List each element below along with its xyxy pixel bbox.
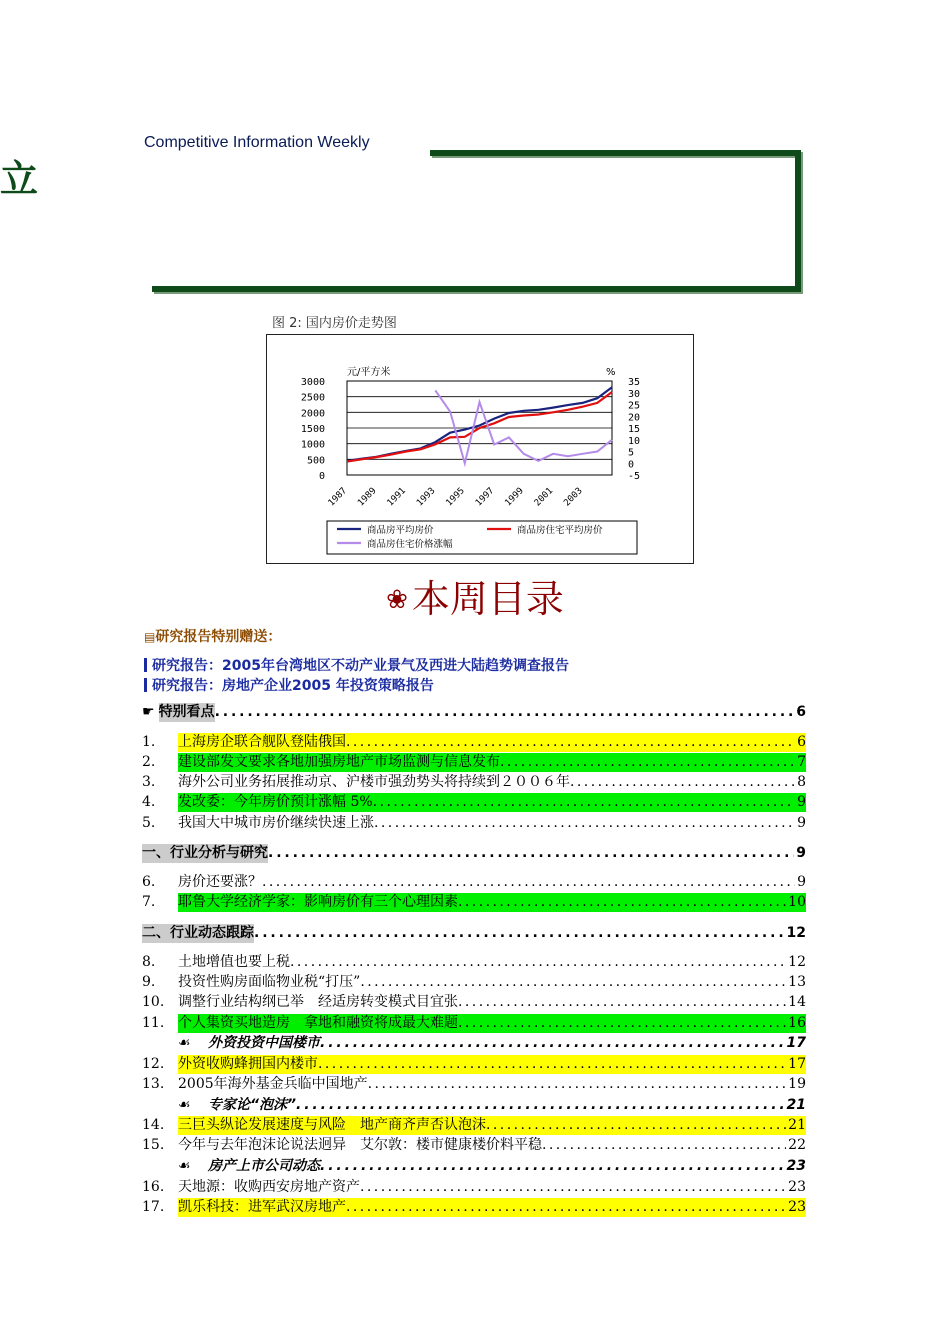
toc-entry-number: 14. — [142, 1117, 165, 1133]
toc-page-number: 19 — [788, 1076, 806, 1092]
y-right-tick-label: 20 — [628, 412, 641, 424]
toc-entry-number: 1. — [142, 734, 156, 750]
toc-entry-title: 外资投资中国楼市 — [208, 1035, 320, 1051]
y-right-axis-label: % — [606, 367, 616, 378]
toc-page-number: 8 — [797, 774, 806, 790]
toc-page-number: 12 — [788, 954, 806, 970]
toc-entry-title: 调整行业结构纲已举 经适房转变模式目宜张 — [178, 994, 458, 1010]
toc-section[interactable] — [142, 924, 806, 943]
y-left-tick-label: 1500 — [300, 424, 325, 435]
toc-entry-title: 房产上市公司动态 — [208, 1158, 320, 1174]
toc-entry-title: 海外公司业务拓展推动京、沪楼市强劲势头将持续到２００６年 — [178, 774, 570, 790]
toc-page-number: 9 — [797, 815, 806, 831]
toc-entry-number: 4. — [142, 794, 156, 810]
x-tick-label: 2001 — [532, 486, 556, 509]
toc-section[interactable] — [142, 844, 806, 863]
dot-leader — [458, 1014, 786, 1033]
toc-entry[interactable] — [142, 814, 806, 833]
toc-page-number: 23 — [788, 1179, 806, 1195]
y-right-tick-label: 35 — [628, 377, 641, 388]
dot-leader — [368, 1075, 787, 1094]
toc-page-number: 17 — [786, 1035, 806, 1051]
x-tick-label: 1995 — [444, 486, 467, 509]
toc-entry[interactable] — [142, 893, 806, 912]
header-frame-top — [430, 150, 800, 156]
toc-page-number: 16 — [788, 1015, 806, 1031]
edge-title-glyph: 立 — [0, 157, 39, 201]
toc-entry-title: 今年与去年泡沫论说法迥异 艾尔敦：楼市健康楼价料平稳 — [178, 1137, 542, 1153]
toc-page-number: 23 — [788, 1199, 806, 1215]
toc-page-number: 9 — [796, 845, 806, 861]
house-price-chart — [266, 334, 694, 564]
toc-entry-number: 3. — [142, 774, 156, 790]
toc-entry-title: 凯乐科技：进军武汉房地产 — [178, 1199, 346, 1215]
y-right-tick-label: 0 — [628, 459, 635, 471]
toc-page-number: 7 — [797, 754, 806, 770]
toc-entry-title: 个人集资买地造房 拿地和融资将成最大难题 — [178, 1015, 458, 1031]
x-tick-label: 1989 — [356, 486, 379, 509]
toc-entry-number: 15. — [142, 1137, 165, 1153]
fleuron-icon: ☙ — [178, 1158, 191, 1174]
toc-entry[interactable] — [142, 953, 806, 972]
dot-leader — [262, 873, 795, 892]
toc-entry-number: 5. — [142, 815, 156, 831]
chart-svg — [267, 335, 693, 563]
toc-entry-title: 房价还要涨？ — [178, 874, 262, 890]
x-tick-label: 1987 — [326, 486, 350, 509]
pointing-hand-icon: ☛ — [142, 704, 155, 720]
toc-entry-number: 17. — [142, 1199, 165, 1215]
toc-entry[interactable] — [142, 1178, 806, 1197]
toc-page-number: 13 — [788, 974, 806, 990]
y-right-tick-label: 25 — [628, 400, 641, 412]
toc-section[interactable] — [142, 703, 806, 722]
toc-entry-title: 建设部发文要求各地加强房地产市场监测与信息发布 — [178, 754, 500, 770]
toc-entry-title: 我国大中城市房价继续快速上涨 — [178, 815, 374, 831]
toc-entry[interactable] — [142, 1116, 806, 1135]
legend-label: 商品房住宅平均房价 — [517, 525, 603, 536]
bar-icon — [144, 678, 147, 692]
dot-leader — [570, 773, 795, 792]
y-left-axis-label: 元/平方米 — [347, 367, 391, 378]
toc-page-number: 10 — [788, 894, 806, 910]
dot-leader — [254, 924, 785, 943]
fleuron-icon: ☙ — [178, 1035, 191, 1051]
y-right-tick-label: -5 — [628, 471, 641, 482]
dot-leader — [500, 753, 795, 772]
toc-entry-number: 7. — [142, 894, 156, 910]
toc-entry-title: 二、行业动态跟踪 — [142, 925, 254, 941]
x-tick-label: 1997 — [473, 486, 497, 509]
toc-entry-number: 6. — [142, 874, 156, 890]
toc-title-text: 本周目录 — [411, 577, 564, 621]
report-label: 研究报告：2005年台湾地区不动产业景气及西进大陆趋势调查报告 — [152, 658, 569, 674]
y-left-tick-label: 2500 — [300, 392, 325, 404]
toc-entry-title: 三巨头纵论发展速度与风险 地产商齐声否认泡沫 — [178, 1117, 486, 1133]
y-left-tick-label: 1000 — [300, 439, 325, 451]
toc-entry-title: 耶鲁大学经济学家：影响房价有三个心理因素 — [178, 894, 458, 910]
figure-caption: 图 2: 国内房价走势图 — [272, 316, 397, 331]
header-frame-bottom — [152, 286, 801, 292]
toc-entry-number: 2. — [142, 754, 156, 770]
report-link-2[interactable] — [144, 675, 434, 695]
dot-leader — [458, 893, 786, 912]
gift-label: 研究报告特别赠送： — [155, 629, 282, 645]
toc-page-number: 6 — [796, 704, 806, 720]
dot-leader — [296, 1096, 784, 1115]
dot-leader — [268, 844, 794, 863]
toc-entry-title: 投资性购房面临物业税“打压” — [178, 974, 361, 990]
dot-leader — [360, 1178, 786, 1197]
toc-title — [0, 568, 950, 623]
toc-page-number: 6 — [797, 734, 806, 750]
toc-entry-number: 8. — [142, 954, 156, 970]
dot-leader — [346, 1198, 786, 1217]
toc-page-number: 21 — [788, 1117, 806, 1133]
dot-leader — [374, 814, 795, 833]
toc-page-number: 17 — [788, 1056, 806, 1072]
y-right-tick-label: 15 — [628, 424, 641, 435]
legend-label: 商品房平均房价 — [367, 525, 434, 536]
y-left-tick-label: 3000 — [300, 377, 325, 388]
toc-entry[interactable] — [142, 993, 806, 1012]
toc-entry[interactable] — [142, 753, 806, 772]
toc-entry-title: 特别看点 — [158, 704, 215, 720]
series-line-1 — [347, 387, 612, 461]
dot-leader — [290, 953, 786, 972]
toc-page-number: 9 — [797, 874, 806, 890]
toc-page-number: 14 — [788, 994, 806, 1010]
dot-leader — [373, 793, 795, 812]
toc-entry-title: 上海房企联合舰队登陆俄国 — [178, 734, 346, 750]
toc-entry[interactable] — [142, 973, 806, 992]
document-icon: ▤ — [144, 630, 156, 644]
x-tick-label: 2003 — [562, 486, 585, 509]
toc-page-number: 21 — [786, 1097, 806, 1113]
toc-page-number: 22 — [788, 1137, 806, 1153]
toc-entry-title: 专家论“泡沫” — [208, 1097, 297, 1113]
toc-page-number: 12 — [786, 925, 806, 941]
dot-leader — [360, 973, 786, 992]
dot-leader — [215, 703, 795, 722]
y-left-tick-label: 0 — [318, 471, 325, 482]
x-tick-label: 1999 — [503, 486, 526, 509]
toc-subsection[interactable] — [142, 1096, 806, 1115]
report-link-1[interactable] — [144, 655, 569, 675]
dot-leader — [542, 1136, 786, 1155]
toc-entry-number: 12. — [142, 1056, 165, 1072]
toc-entry[interactable] — [142, 1075, 806, 1094]
toc-entry-number: 9. — [142, 974, 156, 990]
toc-entry[interactable] — [142, 1055, 806, 1074]
toc-subsection[interactable] — [142, 1034, 806, 1053]
toc-entry[interactable] — [142, 1198, 806, 1217]
header-frame-right — [795, 150, 801, 292]
toc-entry-number: 10. — [142, 994, 165, 1010]
toc-entry-title: 外资收购蜂拥国内楼市 — [178, 1056, 318, 1072]
bar-icon — [144, 658, 147, 672]
y-right-tick-label: 30 — [628, 388, 641, 400]
toc-entry-number: 11. — [142, 1015, 165, 1031]
dot-leader — [318, 1055, 786, 1074]
x-tick-label: 1991 — [385, 486, 409, 509]
dot-leader — [486, 1116, 786, 1135]
toc-entry-number: 13. — [142, 1076, 165, 1092]
dot-leader — [320, 1034, 785, 1053]
toc-entry[interactable] — [142, 733, 806, 752]
toc-entry[interactable] — [142, 793, 806, 812]
y-right-tick-label: 10 — [628, 435, 641, 447]
legend-label: 商品房住宅价格涨幅 — [367, 539, 453, 550]
toc-subsection[interactable] — [142, 1157, 806, 1176]
toc-entry[interactable] — [142, 1014, 806, 1033]
toc-entry[interactable] — [142, 773, 806, 792]
publication-tagline: Competitive Information Weekly — [144, 134, 370, 151]
fleuron-icon: ☙ — [178, 1097, 191, 1113]
toc-page-number: 9 — [797, 794, 806, 810]
toc-entry-title: 2005年海外基金兵临中国地产 — [178, 1076, 368, 1092]
toc-entry-title: 天地源：收购西安房地产资产 — [178, 1179, 360, 1195]
toc-entry[interactable] — [142, 1136, 806, 1155]
y-right-tick-label: 5 — [628, 447, 635, 459]
gift-heading — [144, 626, 281, 646]
toc-page-number: 23 — [786, 1158, 806, 1174]
dot-leader — [320, 1157, 785, 1176]
report-label: 研究报告：房地产企业2005 年投资策略报告 — [152, 678, 434, 694]
y-left-tick-label: 2000 — [300, 408, 325, 420]
toc-entry-title: 一、行业分析与研究 — [142, 845, 268, 861]
toc-entry[interactable] — [142, 873, 806, 892]
toc-entry-title: 发改委：今年房价预计涨幅 5% — [178, 794, 373, 810]
x-tick-label: 1993 — [415, 486, 438, 509]
y-left-tick-label: 500 — [306, 455, 325, 467]
toc-entry-number: 16. — [142, 1179, 165, 1195]
toc-entry-title: 土地增值也要上税 — [178, 954, 290, 970]
dot-leader — [458, 993, 786, 1012]
flower-icon: ❀ — [386, 585, 408, 615]
dot-leader — [346, 733, 795, 752]
